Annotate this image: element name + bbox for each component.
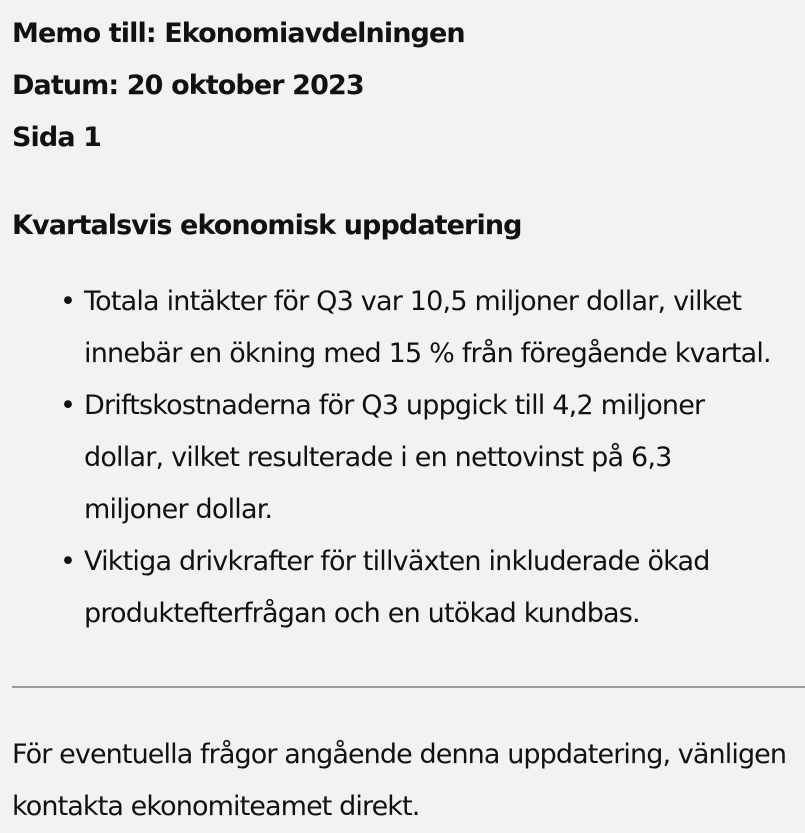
memo-date: Datum: 20 oktober 2023 bbox=[12, 70, 364, 101]
list-item bbox=[12, 536, 805, 640]
bullet-icon: • bbox=[60, 390, 76, 421]
list-item bbox=[12, 276, 805, 380]
list-item-line: dollar, vilket resulterade i en nettovinst på 6,3 bbox=[84, 442, 672, 473]
section-title: Kvartalsvis ekonomisk uppdatering bbox=[12, 210, 522, 241]
page-number: Sida 1 bbox=[12, 122, 102, 153]
list-item-line: innebär en ökning med 15 % från föregående kvartal. bbox=[84, 338, 771, 369]
memo-document bbox=[12, 0, 805, 640]
list-item-line: Viktiga drivkrafter för tillväxten inkluderade ökad bbox=[84, 546, 710, 577]
bullet-icon: • bbox=[60, 286, 76, 317]
list-item-line: miljoner dollar. bbox=[84, 494, 273, 525]
bullet-list bbox=[12, 276, 805, 640]
list-item-line: produktefterfrågan och en utökad kundbas. bbox=[84, 598, 640, 629]
bullet-icon: • bbox=[60, 546, 76, 577]
footer-note bbox=[12, 729, 805, 833]
memo-recipient: Memo till: Ekonomiavdelningen bbox=[12, 18, 465, 49]
divider bbox=[12, 686, 805, 688]
footer-line: För eventuella frågor angående denna uppdatering, vänligen bbox=[12, 739, 787, 770]
list-item-line: Driftskostnaderna för Q3 uppgick till 4,2 miljoner bbox=[84, 390, 705, 421]
list-item bbox=[12, 380, 805, 536]
list-item-line: Totala intäkter för Q3 var 10,5 miljoner dollar, vilket bbox=[84, 286, 742, 317]
footer-line: kontakta ekonomiteamet direkt. bbox=[12, 791, 420, 822]
